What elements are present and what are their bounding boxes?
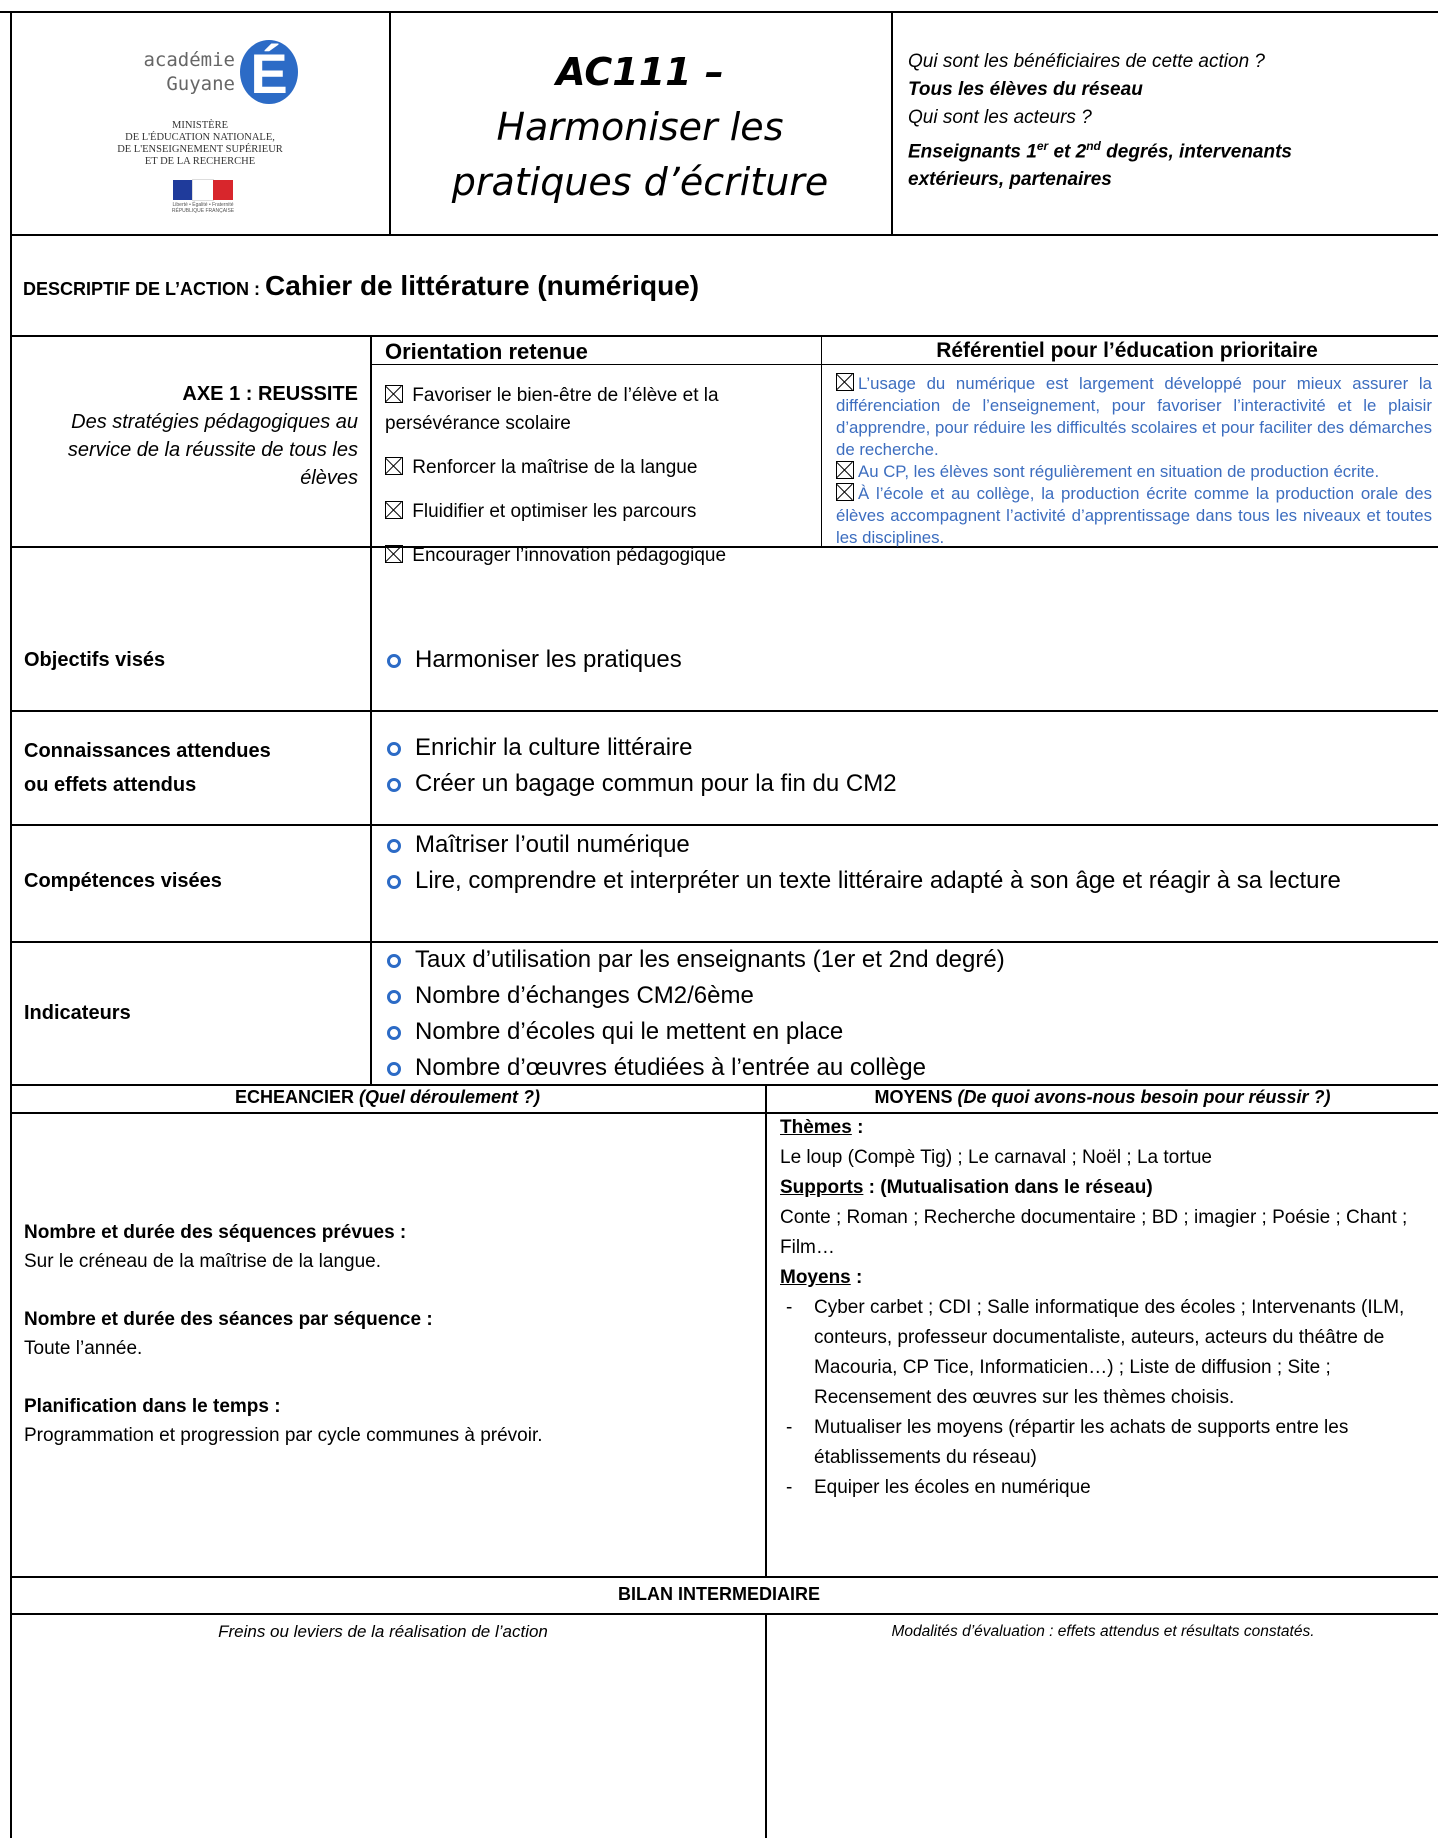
referentiel-item: Au CP, les élèves sont régulièrement en situation de production écrite. bbox=[836, 461, 1432, 483]
checked-box-icon bbox=[385, 501, 403, 519]
bullet-item: Créer un bagage commun pour la fin du CM2 bbox=[387, 766, 1432, 802]
checked-box-icon bbox=[836, 373, 854, 391]
competences-list bbox=[387, 827, 1432, 899]
ministry-line: MINISTÈRE bbox=[172, 120, 228, 131]
logo-e-mark: É bbox=[240, 40, 298, 104]
bullet-item: Enrichir la culture littéraire bbox=[387, 730, 1432, 766]
seq-label: Nombre et durée des séquences prévues : bbox=[24, 1222, 407, 1243]
orientation-item: Favoriser le bien-être de l’élève et la persévérance scolaire bbox=[385, 385, 719, 434]
axe-description: Des stratégies pédagogiques au service de la réussite de tous les élèves bbox=[67, 411, 358, 489]
title-line: pratiques d’écriture bbox=[451, 160, 829, 204]
beneficiaires-question: Qui sont les bénéficiaires de cette action ? bbox=[908, 51, 1265, 72]
bullet-item: Harmoniser les pratiques bbox=[387, 642, 1432, 678]
border-top bbox=[0, 11, 1438, 13]
logo-ministry bbox=[95, 120, 305, 168]
seance-value: Toute l’année. bbox=[24, 1338, 143, 1359]
themes-heading: Thèmes : bbox=[780, 1117, 864, 1138]
action-title bbox=[390, 45, 890, 210]
checked-box-icon bbox=[836, 483, 854, 501]
descriptif-label: DESCRIPTIF DE L’ACTION : bbox=[23, 279, 261, 299]
logo-brand-line2: Guyane bbox=[166, 73, 235, 95]
header-bottom bbox=[10, 234, 1438, 236]
orientation-list bbox=[385, 382, 805, 586]
moyens-item: - Cyber carbet ; CDI ; Salle informatique des écoles ; Intervenants (ILM, conteurs, professeur documentaliste, auteurs, acteurs du théâtre de Macouria, CP Tice, Informaticien…) ; Liste de diffusion ; Site ; Recensement des œuvres sur les thèmes choisis. bbox=[786, 1297, 1405, 1408]
competences-label: Compétences visées bbox=[24, 870, 222, 892]
echeancier-bottom bbox=[10, 1576, 1438, 1578]
bullet-item: Nombre d’écoles qui le mettent en place bbox=[387, 1014, 1432, 1050]
bullet-icon bbox=[387, 1062, 401, 1076]
objectifs-label: Objectifs visés bbox=[24, 649, 166, 671]
checked-box-icon bbox=[385, 385, 403, 403]
bilan-col-divider bbox=[765, 1613, 767, 1838]
plan-label: Planification dans le temps : bbox=[24, 1396, 281, 1417]
freins-label: Freins ou leviers de la réalisation de l’action bbox=[218, 1622, 548, 1641]
descriptif bbox=[23, 270, 699, 302]
objectifs-bottom bbox=[10, 710, 1438, 712]
ech-col-divider bbox=[765, 1084, 767, 1576]
ref-col-divider bbox=[821, 335, 822, 546]
border-left bbox=[10, 11, 12, 1838]
connaissances-label-line: ou effets attendus bbox=[24, 774, 197, 796]
beneficiaires-answer: Tous les élèves du réseau bbox=[908, 79, 1143, 100]
objectifs-list bbox=[387, 642, 1432, 678]
indicateurs-list bbox=[387, 942, 1432, 1086]
bullet-item: Lire, comprendre et interpréter un texte littéraire adapté à son âge et réagir à sa lecture bbox=[387, 863, 1432, 899]
republique-text: Liberté • Égalité • Fraternité RÉPUBLIQUE FRANÇAISE bbox=[171, 202, 235, 214]
supports-heading: Supports : (Mutualisation dans le réseau) bbox=[780, 1177, 1153, 1198]
connaissances-label-line: Connaissances attendues bbox=[24, 740, 271, 762]
axe-block bbox=[40, 380, 358, 492]
modalites-label: Modalités d’évaluation : effets attendus et résultats constatés. bbox=[891, 1623, 1315, 1640]
orientation-item: Fluidifier et optimiser les parcours bbox=[385, 498, 805, 526]
bilan-header: BILAN INTERMEDIAIRE bbox=[618, 1584, 820, 1604]
bullet-item: Nombre d’œuvres étudiées à l’entrée au collège bbox=[387, 1050, 1432, 1086]
orientation-item: Renforcer la maîtrise de la langue bbox=[385, 454, 805, 482]
descriptif-bottom bbox=[10, 335, 1438, 337]
supports-value: Conte ; Roman ; Recherche documentaire ; BD ; imagier ; Poésie ; Chant ; Film… bbox=[780, 1207, 1408, 1258]
referentiel-item: À l’école et au collège, la production écrite comme la production orale des élèves accompagnent l’activité d’apprentissage dans tous les niveaux et toutes les disciplines. bbox=[836, 484, 1432, 547]
moyens-body bbox=[780, 1113, 1420, 1503]
bullet-icon bbox=[387, 778, 401, 792]
bullet-icon bbox=[387, 654, 401, 668]
ministry-line: DE L'ÉDUCATION NATIONALE, bbox=[125, 132, 275, 143]
moyens-header: MOYENS (De quoi avons-nous besoin pour réussir ?) bbox=[874, 1087, 1331, 1107]
bullet-icon bbox=[387, 839, 401, 853]
referentiel-list bbox=[836, 373, 1432, 549]
checked-box-icon bbox=[385, 545, 403, 563]
seance-label: Nombre et durée des séances par séquence : bbox=[24, 1309, 433, 1330]
referentiel-header: Référentiel pour l’éducation prioritaire bbox=[936, 339, 1318, 362]
connaissances-bottom bbox=[10, 824, 1438, 826]
referentiel-item: L’usage du numérique est largement développé pour mieux assurer la différenciation de l’enseignement, pour favoriser l’interactivité et le plaisir d’apprendre, pour réduire les difficultés scolaires et pour faciliter des démarches de recherche. bbox=[836, 374, 1432, 459]
orientation-item: Encourager l’innovation pédagogique bbox=[385, 542, 805, 570]
french-flag-icon bbox=[173, 180, 233, 200]
axe-title: AXE 1 : REUSSITE bbox=[182, 383, 358, 405]
acteurs-answer: Enseignants 1er et 2nd degrés, intervenants bbox=[908, 139, 1292, 163]
checked-box-icon bbox=[385, 457, 403, 475]
seq-value: Sur le créneau de la maîtrise de la langue. bbox=[24, 1251, 381, 1272]
bullet-icon bbox=[387, 742, 401, 756]
bullet-icon bbox=[387, 954, 401, 968]
bullet-item: Taux d’utilisation par les enseignants (1er et 2nd degré) bbox=[387, 942, 1432, 978]
echeancier-body bbox=[24, 1218, 764, 1450]
echeancier-header: ECHEANCIER (Quel déroulement ?) bbox=[234, 1087, 541, 1107]
indicateurs-label: Indicateurs bbox=[24, 1002, 131, 1024]
descriptif-value: Cahier de littérature (numérique) bbox=[265, 270, 700, 301]
logo-brand bbox=[95, 48, 235, 96]
academie-logo bbox=[95, 20, 305, 220]
orientation-header: Orientation retenue bbox=[385, 339, 588, 364]
bullet-icon bbox=[387, 875, 401, 889]
beneficiaires-acteurs bbox=[908, 48, 1408, 194]
moyens-heading: Moyens : bbox=[780, 1267, 863, 1288]
acteurs-question: Qui sont les acteurs ? bbox=[908, 107, 1092, 128]
bullet-icon bbox=[387, 990, 401, 1004]
moyens-item: - Mutualiser les moyens (répartir les achats de supports entre les établissements du réseau) bbox=[786, 1417, 1349, 1468]
plan-value: Programmation et progression par cycle communes à prévoir. bbox=[24, 1425, 543, 1446]
logo-brand-line1: académie bbox=[143, 49, 235, 71]
ministry-line: DE L'ENSEIGNEMENT SUPÉRIEUR bbox=[117, 144, 283, 155]
connaissances-label bbox=[24, 734, 271, 802]
moyens-item: - Equiper les écoles en numérique bbox=[786, 1477, 1091, 1498]
connaissances-list bbox=[387, 730, 1432, 802]
header-divider-2 bbox=[891, 11, 893, 235]
bullet-icon bbox=[387, 1026, 401, 1040]
title-line: Harmoniser les bbox=[496, 105, 784, 149]
title-code: AC111 – bbox=[556, 50, 724, 94]
ministry-line: ET DE LA RECHERCHE bbox=[144, 156, 256, 167]
themes-value: Le loup (Compè Tig) ; Le carnaval ; Noël ; La tortue bbox=[780, 1147, 1212, 1168]
bullet-item: Nombre d’échanges CM2/6ème bbox=[387, 978, 1432, 1014]
bilan-head-bottom bbox=[10, 1613, 1438, 1615]
checked-box-icon bbox=[836, 461, 854, 479]
acteurs-answer-line2: extérieurs, partenaires bbox=[908, 169, 1112, 191]
bullet-item: Maîtriser l’outil numérique bbox=[387, 827, 1432, 863]
